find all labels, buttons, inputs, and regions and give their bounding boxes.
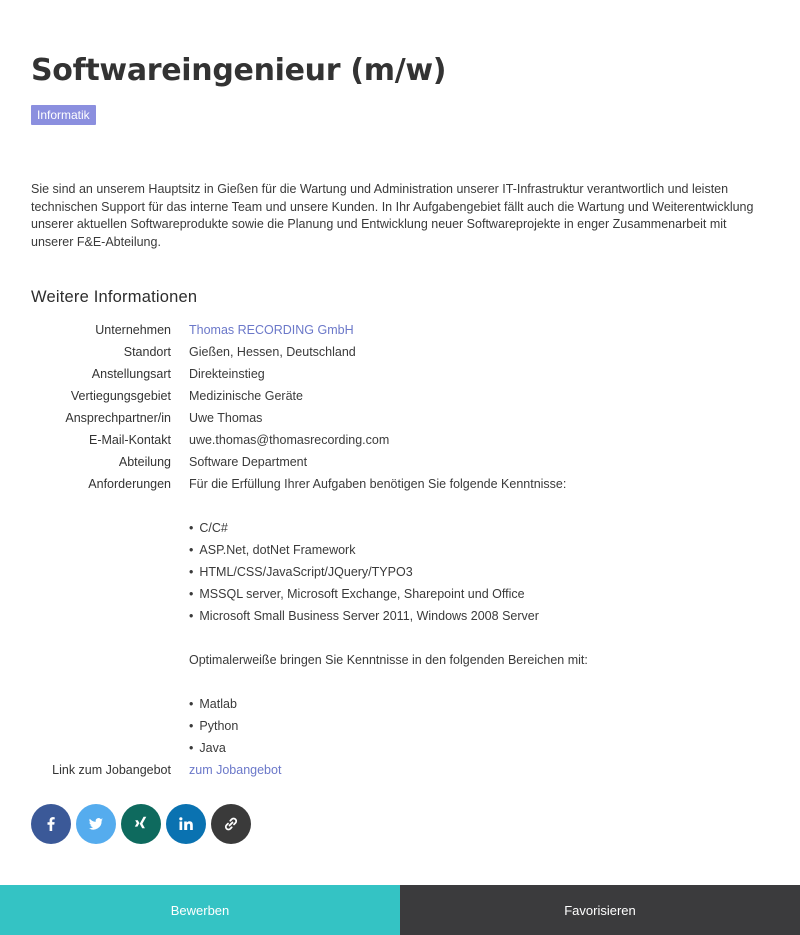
employment-label: Anstellungsart — [91, 367, 171, 381]
twitter-share-button[interactable] — [76, 804, 116, 844]
email-label: E-Mail-Kontakt — [89, 433, 171, 447]
page-title: Softwareingenieur (m/w) — [31, 53, 447, 88]
facebook-icon — [41, 814, 61, 834]
info-table — [31, 319, 771, 781]
share-buttons — [31, 804, 251, 844]
apply-button[interactable]: Bewerben — [0, 885, 400, 935]
requirements-intro: Für die Erfüllung Ihrer Aufgaben benötigen Sie folgende Kenntnisse: — [189, 477, 567, 491]
category-tag[interactable]: Informatik — [31, 105, 96, 125]
info-row-requirements — [31, 473, 771, 759]
info-row-company — [31, 319, 771, 341]
action-bar — [0, 885, 800, 935]
info-row-department — [31, 451, 771, 473]
link-icon — [221, 814, 241, 834]
job-description: Sie sind an unserem Hauptsitz in Gießen für die Wartung und Administration unserer IT-Infrastruktur verantwortlich und leisten technischen Support für das interne Team und unsere Kunden. In Ihr Aufgabengebiet fällt auch die Wartung und Weiterentwicklung unserer aktuellen Softwareprodukte sowie die Planung und Entwicklung neuer Softwareprojekte in enger Zusammenarbeit mit unserer F&E-Abteilung. — [31, 182, 754, 249]
linkedin-share-button[interactable] — [166, 804, 206, 844]
requirements-label: Anforderungen — [88, 477, 171, 491]
location-label: Standort — [123, 345, 171, 359]
skill-item: • ASP.Net, dotNet Framework — [189, 539, 588, 561]
info-row-link — [31, 759, 771, 781]
sales-value: Medizinische Geräte — [189, 389, 303, 403]
copy-link-button[interactable] — [211, 804, 251, 844]
department-label: Abteilung — [118, 455, 171, 469]
requirements-content — [189, 473, 588, 759]
info-row-sales — [31, 385, 771, 407]
job-link[interactable]: zum Jobangebot — [189, 763, 282, 777]
sales-label: Vertiegungsgebiet — [70, 389, 171, 403]
company-link[interactable]: Thomas RECORDING GmbH — [189, 323, 354, 337]
employment-value: Direkteinstieg — [189, 367, 265, 381]
skill-item: • MSSQL server, Microsoft Exchange, Sharepoint und Office — [189, 583, 588, 605]
info-row-location — [31, 341, 771, 363]
info-heading: Weitere Informationen — [31, 288, 198, 306]
facebook-share-button[interactable] — [31, 804, 71, 844]
email-value: uwe.thomas@thomasrecording.com — [189, 433, 390, 447]
job-link-label: Link zum Jobangebot — [52, 763, 171, 777]
info-row-contact — [31, 407, 771, 429]
optional-intro: Optimalerweiße bringen Sie Kenntnisse in den folgenden Bereichen mit: — [189, 653, 588, 667]
optional-skill-item: • Matlab — [189, 693, 588, 715]
skill-item: • HTML/CSS/JavaScript/JQuery/TYPO3 — [189, 561, 588, 583]
twitter-icon — [86, 814, 106, 834]
linkedin-icon — [176, 814, 196, 834]
favorite-button[interactable]: Favorisieren — [400, 885, 800, 935]
skill-item: • Microsoft Small Business Server 2011, Windows 2008 Server — [189, 605, 588, 627]
xing-share-button[interactable] — [121, 804, 161, 844]
contact-value: Uwe Thomas — [189, 411, 263, 425]
company-label: Unternehmen — [95, 323, 171, 337]
skill-item: • C/C# — [189, 517, 588, 539]
optional-skill-item: • Python — [189, 715, 588, 737]
location-value: Gießen, Hessen, Deutschland — [189, 345, 356, 359]
info-row-employment — [31, 363, 771, 385]
optional-skill-item: • Java — [189, 737, 588, 759]
department-value: Software Department — [189, 455, 308, 469]
contact-label: Ansprechpartner/in — [65, 411, 171, 425]
info-row-email — [31, 429, 771, 451]
xing-icon — [131, 814, 151, 834]
